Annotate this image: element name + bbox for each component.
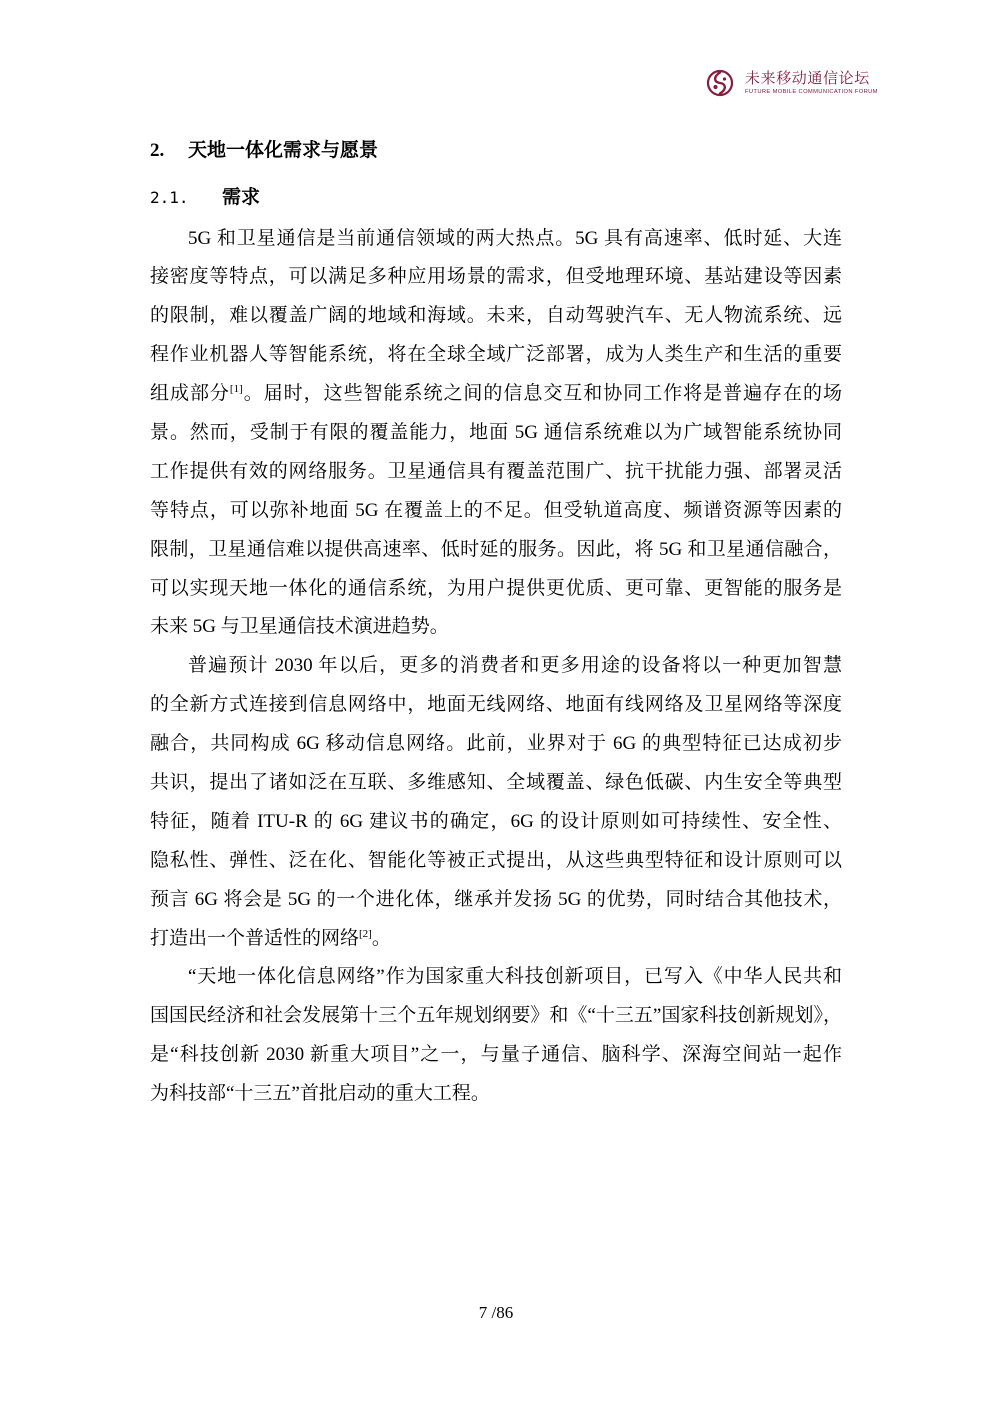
line-text: 。: [371, 927, 391, 949]
line-text: 。届时，这些智能系统之间的信息交互和协同工作将是普遍存在的场: [242, 383, 842, 405]
page-number: 7 /86: [478, 1303, 514, 1322]
paragraph-line: 国国民经济和社会发展第十三个五年规划纲要》和《“十三五”国家科技创新规划》，: [150, 1005, 842, 1027]
paragraph-line: 可以实现天地一体化的通信系统，为用户提供更优质、更可靠、更智能的服务是: [150, 577, 842, 599]
paragraph-line: 融合，共同构成 6G 移动信息网络。此前，业界对于 6G 的典型特征已达成初步: [150, 733, 842, 755]
line-text: 打造出一个普适性的网络: [150, 927, 360, 949]
paragraph-line: 隐私性、弹性、泛在化、智能化等被正式提出，从这些典型特征和设计原则可以: [150, 849, 842, 871]
paragraph-line: 的限制，难以覆盖广阔的地域和海域。未来，自动驾驶汽车、无人物流系统、远: [150, 305, 842, 327]
future-forum-swirl-icon: [706, 69, 734, 97]
paragraph-line: 5G 和卫星通信是当前通信领域的两大热点。5G 具有高速率、低时延、大连: [188, 227, 842, 249]
paragraph-1: [150, 220, 842, 648]
paragraph-3: [150, 958, 842, 1114]
subsection-heading: [150, 186, 842, 210]
paragraph-line: “天地一体化信息网络”作为国家重大科技创新项目，已写入《中华人民共和: [188, 966, 842, 988]
forum-logo: [706, 68, 876, 100]
paragraph-line: 等特点，可以弥补地面 5G 在覆盖上的不足。但受轨道高度、频谱资源等因素的: [150, 499, 842, 521]
section-number: 2.: [150, 140, 165, 161]
paragraph-line: 景。然而，受制于有限的覆盖能力，地面 5G 通信系统难以为广域智能系统协同: [150, 421, 842, 443]
logo-english-name: FUTURE MOBILE COMMUNICATION FORUM: [745, 89, 878, 95]
line-text: 组成部分: [150, 383, 230, 405]
paragraph-line: 预言 6G 将会是 5G 的一个进化体，继承并发扬 5G 的优势，同时结合其他技术，: [150, 888, 842, 910]
section-title: 天地一体化需求与愿景: [188, 140, 379, 161]
paragraph-line: [150, 375, 842, 414]
paragraph-line: 未来 5G 与卫星通信技术演进趋势。: [150, 616, 449, 638]
paragraph-line: 接密度等特点，可以满足多种应用场景的需求，但受地理环境、基站建设等因素: [150, 266, 842, 288]
paragraph-line: 为科技部“十三五”首批启动的重大工程。: [150, 1083, 490, 1105]
paragraph-line: 限制，卫星通信难以提供高速率、低时延的服务。因此，将 5G 和卫星通信融合，: [150, 538, 842, 560]
paragraph-line: 工作提供有效的网络服务。卫星通信具有覆盖范围广、抗干扰能力强、部署灵活: [150, 460, 842, 482]
paragraph-line: 是“科技创新 2030 新重大项目”之一，与量子通信、脑科学、深海空间站一起作: [150, 1044, 842, 1066]
logo-chinese-name: 未来移动通信论坛: [745, 71, 870, 87]
section-heading: [150, 139, 842, 163]
paragraph-line: 特征，随着 ITU-R 的 6G 建议书的确定，6G 的设计原则如可持续性、安全性、: [150, 810, 842, 832]
paragraph-line: 程作业机器人等智能系统，将在全球全域广泛部署，成为人类生产和生活的重要: [150, 344, 842, 366]
paragraph-line: [150, 920, 842, 959]
subsection-title: 需求: [222, 187, 261, 208]
citation-superscript: [2]: [359, 927, 372, 940]
subsection-number: 2.1.: [150, 188, 189, 207]
citation-superscript: [1]: [229, 383, 243, 396]
body-text: [150, 220, 842, 1114]
paragraph-line: 共识，提出了诸如泛在互联、多维感知、全域覆盖、绿色低碳、内生安全等典型: [150, 771, 842, 793]
paragraph-line: 普遍预计 2030 年以后，更多的消费者和更多用途的设备将以一种更加智慧: [188, 655, 842, 677]
paragraph-2: [150, 647, 842, 958]
paragraph-line: 的全新方式连接到信息网络中，地面无线网络、地面有线网络及卫星网络等深度: [150, 694, 842, 716]
